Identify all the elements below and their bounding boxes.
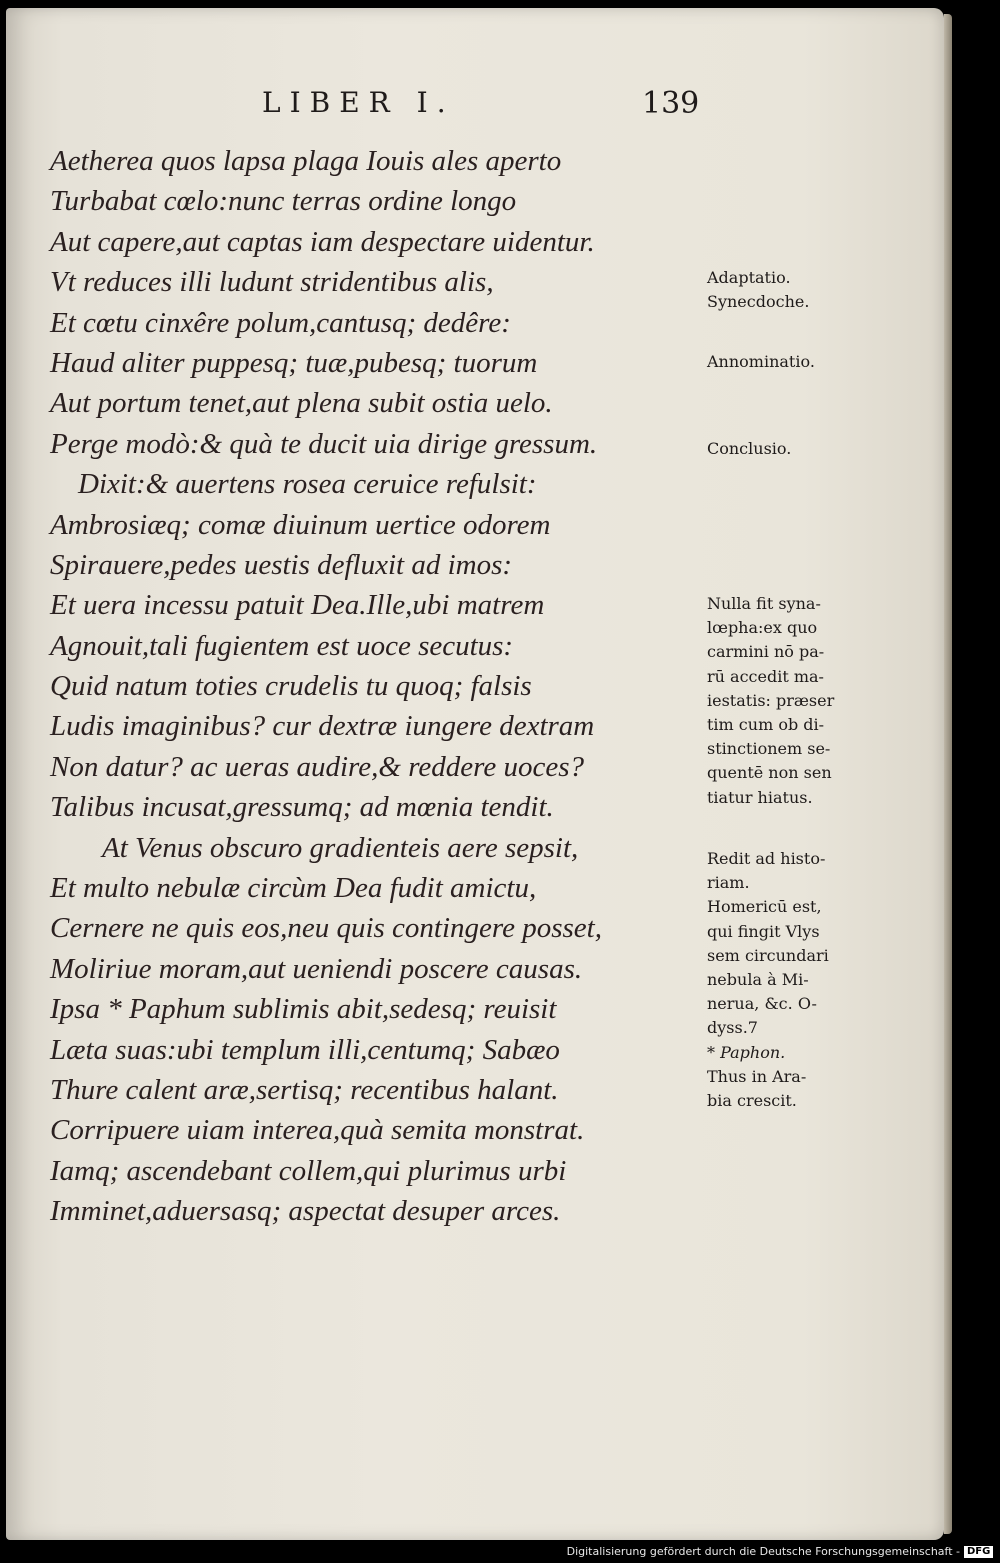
gloss-line: Redit ad histo- [707, 849, 826, 868]
gloss-redit [707, 847, 867, 1113]
gloss-line: stinctionem se- [707, 739, 831, 759]
gloss-line: nebula à Mi- [707, 970, 809, 990]
verse-line: Quid natum toties crudelis tu quoq; falsis [50, 670, 532, 703]
running-head: LIBER I. [262, 86, 455, 119]
gloss-line: Homericū est, [707, 897, 822, 917]
verse-line: Ambrosiæq; comæ diuinum uertice odorem [50, 508, 551, 541]
verse-line: Dixit:& auertens rosea ceruice refulsit: [78, 468, 537, 501]
verse-line: Haud aliter puppesq; tuæ,pubesq; tuorum [50, 346, 538, 379]
gloss-line: lœpha:ex quo [707, 618, 818, 638]
verse-line: Non datur? ac ueras audire,& reddere uoces? [50, 750, 585, 783]
verse-line: Ipsa * Paphum sublimis abit,sedesq; reuisit [50, 993, 557, 1026]
verse-line: Ludis imaginibus? cur dextræ iungere dextram [50, 710, 595, 743]
verse-line: Moliriue moram,aut ueniendi poscere causas. [50, 952, 583, 985]
verse-line: Thure calent aræ,sertisq; recentibus halant. [50, 1073, 559, 1106]
verse-line: Iamq; ascendebant collem,qui plurimus urbi [50, 1154, 567, 1187]
gloss-line: bia crescit. [707, 1091, 797, 1111]
verse-line: Talibus incusat,gressumq; ad mœnia tendit. [50, 791, 554, 824]
gloss-adaptatio [707, 266, 867, 314]
funding-credit: Digitalisierung gefördert durch die Deutsche Forschungsgemeinschaft - [566, 1545, 960, 1558]
gloss-line: Adaptatio. [707, 268, 791, 287]
gloss-line: riam. [707, 873, 750, 893]
gloss-line: rū accedit ma- [707, 666, 824, 686]
gloss-line: qui fingit Vlys [707, 921, 820, 941]
gloss-line: dyss.7 [707, 1018, 758, 1038]
verse-line: Vt reduces illi ludunt stridentibus alis, [50, 266, 494, 299]
verse-line: Aut portum tenet,aut plena subit ostia uelo. [50, 387, 553, 420]
dfg-logo: DFG [964, 1546, 993, 1558]
verse-line: Læta suas:ubi templum illi,centumq; Sabæo [50, 1033, 560, 1066]
gloss-synaloepha [707, 592, 867, 810]
verse-line: Cernere ne quis eos,neu quis contingere posset, [50, 912, 602, 945]
gloss-line: carmini nō pa- [707, 642, 825, 662]
gloss-line: nerua, &c. O- [707, 994, 817, 1014]
verse-line: Aetherea quos lapsa plaga Iouis ales aperto [50, 145, 562, 177]
verse-line: Et cœtu cinxêre polum,cantusq; dedêre: [50, 306, 511, 339]
verse-line: Et uera incessu patuit Dea.Ille,ubi matrem [50, 589, 545, 622]
gloss-line: Conclusio. [707, 439, 792, 458]
verse-line: Corripuere uiam interea,quà semita monstrat. [50, 1114, 585, 1147]
gloss-line: * Paphon. [707, 1042, 786, 1062]
gloss-line: Nulla fit syna- [707, 594, 821, 613]
gloss-line: Annominatio. [707, 352, 815, 371]
gloss-line: quentē non sen [707, 763, 832, 783]
gloss-line: Synecdoche. [707, 292, 810, 312]
gloss-line: Thus in Ara- [707, 1066, 807, 1086]
verse-line: Spirauere,pedes uestis defluxit ad imos: [50, 548, 513, 581]
gloss-line: sem circundari [707, 945, 829, 965]
gloss-annominatio [707, 350, 867, 374]
verse-line: Perge modò:& quà te ducit uia dirige gressum. [50, 427, 598, 460]
gloss-conclusio [707, 437, 867, 461]
verse-line: Turbabat cœlo:nunc terras ordine longo [50, 185, 517, 218]
gloss-line: iestatis: præser [707, 690, 835, 710]
verse-line: Aut capere,aut captas iam despectare uidentur. [50, 225, 595, 258]
page-edge [944, 14, 952, 1534]
verse-line: Agnouit,tali fugientem est uoce secutus: [50, 629, 514, 662]
verse-block [50, 141, 690, 1232]
gloss-line: tiatur hiatus. [707, 787, 813, 807]
verse-line: Imminet,aduersasq; aspectat desuper arces. [50, 1195, 561, 1228]
verse-line: Et multo nebulæ circùm Dea fudit amictu, [50, 872, 537, 905]
gloss-line: tim cum ob di- [707, 715, 825, 735]
page-number: 139 [642, 86, 700, 121]
verse-line: At Venus obscuro gradienteis aere sepsit, [102, 831, 579, 864]
